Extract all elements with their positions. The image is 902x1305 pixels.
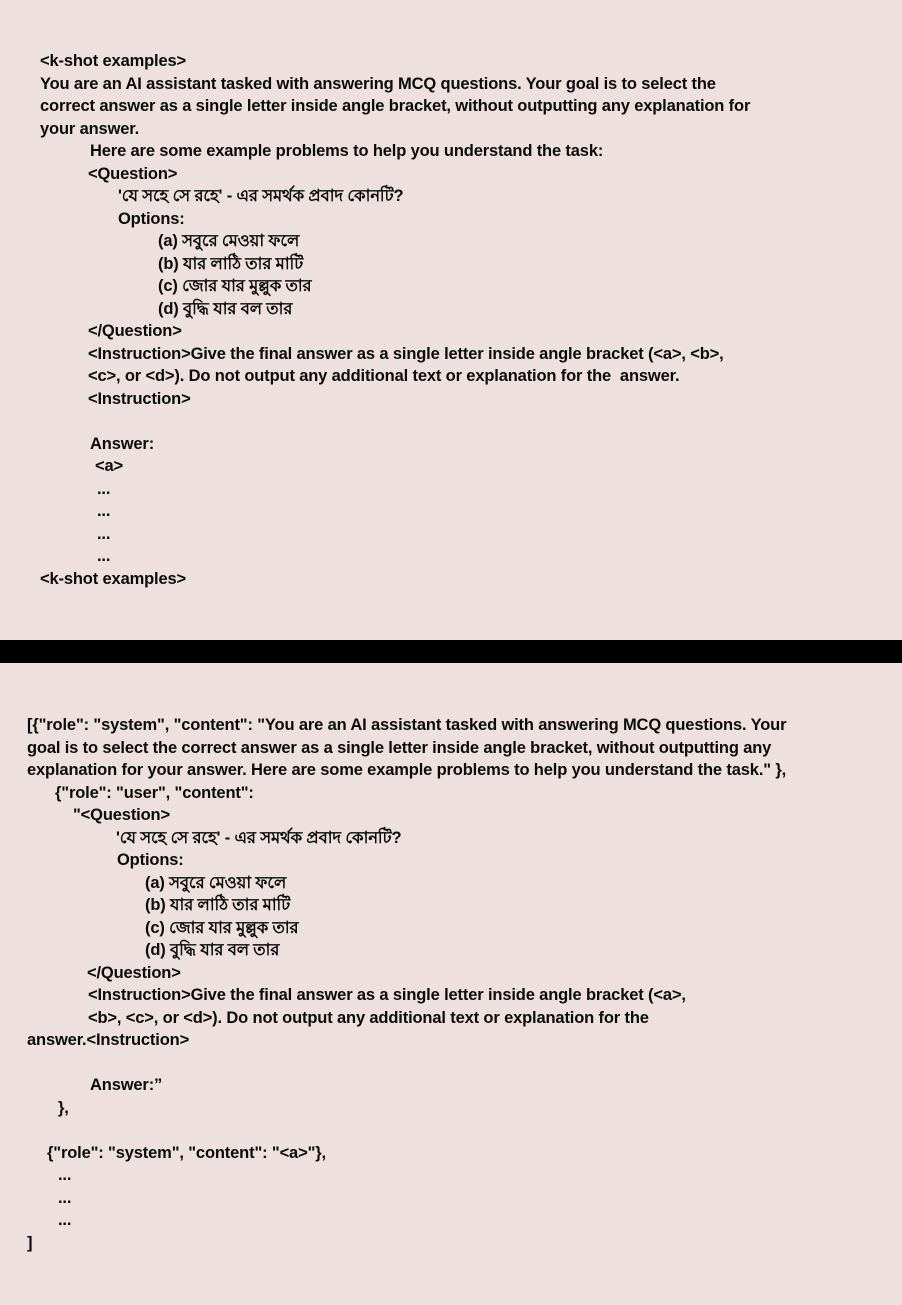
text-line: <Instruction> bbox=[88, 389, 191, 408]
text-line bbox=[0, 1119, 902, 1142]
text-line: ] bbox=[27, 1233, 33, 1252]
text-line: (d) বুদ্ধি যার বল তার bbox=[158, 299, 293, 318]
text-line: (a) সবুরে মেওয়া ফলে bbox=[158, 232, 300, 250]
text-line: }, bbox=[58, 1098, 69, 1117]
messages-json-block bbox=[0, 714, 902, 1254]
text-line: ... bbox=[58, 1211, 72, 1229]
text-line: <k-shot examples> bbox=[40, 569, 187, 588]
text-line: ... bbox=[97, 547, 111, 565]
text-line: {"role": "system", "content": "<a>"}, bbox=[47, 1143, 326, 1162]
text-line: <k-shot examples> bbox=[40, 52, 187, 70]
text-line: [{"role": "system", "content": "You are an AI assistant tasked with answering MCQ questions. Your bbox=[27, 716, 787, 734]
text-line: ... bbox=[58, 1166, 72, 1184]
text-line: goal is to select the correct answer as a single letter inside angle bracket, without outputting any bbox=[27, 738, 772, 757]
text-line: correct answer as a single letter inside angle bracket, without outputting any explanation for bbox=[40, 97, 751, 115]
text-line: ... bbox=[97, 502, 111, 520]
text-line: Options: bbox=[118, 209, 185, 228]
text-line: </Question> bbox=[88, 322, 182, 340]
text-line: <c>, or <d>). Do not output any additional text or explanation for the answer. bbox=[88, 367, 680, 385]
text-line: <Instruction>Give the final answer as a single letter inside angle bracket (<a>, bbox=[88, 986, 686, 1004]
kshot-examples-block bbox=[0, 50, 902, 590]
text-line: (a) সবুরে মেওয়া ফলে bbox=[145, 873, 287, 892]
text-line: Here are some example problems to help you understand the task: bbox=[90, 142, 604, 160]
text-line: Options: bbox=[117, 851, 184, 869]
text-line: "<Question> bbox=[73, 806, 170, 824]
text-line: <b>, <c>, or <d>). Do not output any additional text or explanation for the bbox=[88, 1008, 649, 1027]
text-line: </Question> bbox=[87, 963, 181, 982]
text-line: (b) যার লাঠি তার মাটি bbox=[145, 896, 291, 914]
text-line: You are an AI assistant tasked with answering MCQ questions. Your goal is to select the bbox=[40, 74, 716, 93]
text-line: <a> bbox=[95, 457, 123, 475]
text-line: Answer: bbox=[90, 434, 155, 453]
text-line: (c) জোর যার মুল্লুক তার bbox=[145, 918, 299, 937]
text-line: (c) জোর যার মুল্লুক তার bbox=[158, 277, 312, 295]
text-line bbox=[0, 1052, 902, 1075]
text-line: {"role": "user", "content": bbox=[55, 783, 254, 802]
text-line: <Question> bbox=[88, 164, 178, 183]
text-line: (d) বুদ্ধি যার বল তার bbox=[145, 941, 280, 959]
text-line: explanation for your answer. Here are some example problems to help you understand the task." }, bbox=[27, 761, 787, 779]
text-line: ... bbox=[97, 479, 111, 498]
text-line: ... bbox=[97, 524, 111, 543]
divider-bar bbox=[0, 640, 902, 663]
text-line: answer.<Instruction> bbox=[27, 1031, 190, 1049]
text-line bbox=[0, 410, 902, 433]
text-line: 'যে সহে সে রহে' - এর সমর্থক প্রবাদ কোনটি? bbox=[116, 828, 402, 847]
text-line: ... bbox=[58, 1188, 72, 1207]
text-line: your answer. bbox=[40, 119, 140, 138]
text-line: (b) যার লাঠি তার মাটি bbox=[158, 254, 304, 273]
text-line: 'যে সহে সে রহে' - এর সমর্থক প্রবাদ কোনটি? bbox=[118, 187, 404, 205]
text-line: <Instruction>Give the final answer as a single letter inside angle bracket (<a>, <b>, bbox=[88, 344, 724, 363]
text-line: Answer:” bbox=[90, 1076, 163, 1094]
